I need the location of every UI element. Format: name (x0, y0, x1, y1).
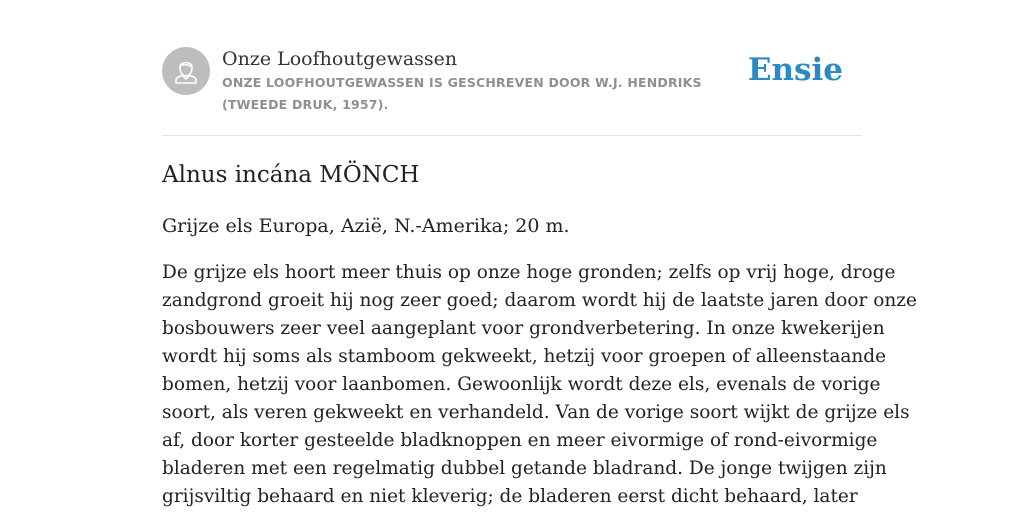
body-line: wordt hij soms als stamboom gekweekt, hetzij voor groepen of alleenstaande (162, 346, 887, 367)
body-line: bosbouwers zeer veel aangeplant voor grondverbetering. In onze kwekerijen (162, 318, 885, 339)
body-line: soort, als veren gekweekt en verhandeld. Van de vorige soort wijkt de grijze els (162, 402, 910, 423)
entry-subtitle: Grijze els Europa, Azië, N.-Amerika; 20 m. (162, 215, 570, 237)
body-line: De grijze els hoort meer thuis op onze hoge gronden; zelfs op vrij hoge, droge (162, 262, 896, 283)
source-title[interactable]: Onze Loofhoutgewassen (222, 48, 458, 70)
entry-title: Alnus incána MÖNCH (162, 162, 420, 188)
body-line: grijsviltig behaard en niet kleverig; de bladeren eerst dicht behaard, later (162, 486, 858, 507)
avatar (162, 47, 210, 95)
source-header (162, 46, 862, 136)
body-line: zandgrond groeit hij nog zeer goed; daarom wordt hij de laatste jaren door onze (162, 290, 917, 311)
body-line: af, door korter gesteelde bladknoppen en meer eivormige of rond-eivormige (162, 430, 878, 451)
ensie-logo[interactable]: Ensie (747, 52, 843, 88)
entry-body (162, 259, 917, 511)
source-subtitle: ONZE LOOFHOUTGEWASSEN IS GESCHREVEN DOOR W.J. HENDRIKS (TWEEDE DRUK, 1957). (222, 75, 702, 112)
body-line: bladeren met een regelmatig dubbel getande bladrand. De jonge twijgen zijn (162, 458, 887, 479)
body-line: bomen, hetzij voor laanbomen. Gewoonlijk wordt deze els, evenals de vorige (162, 374, 881, 395)
user-icon (162, 47, 210, 95)
